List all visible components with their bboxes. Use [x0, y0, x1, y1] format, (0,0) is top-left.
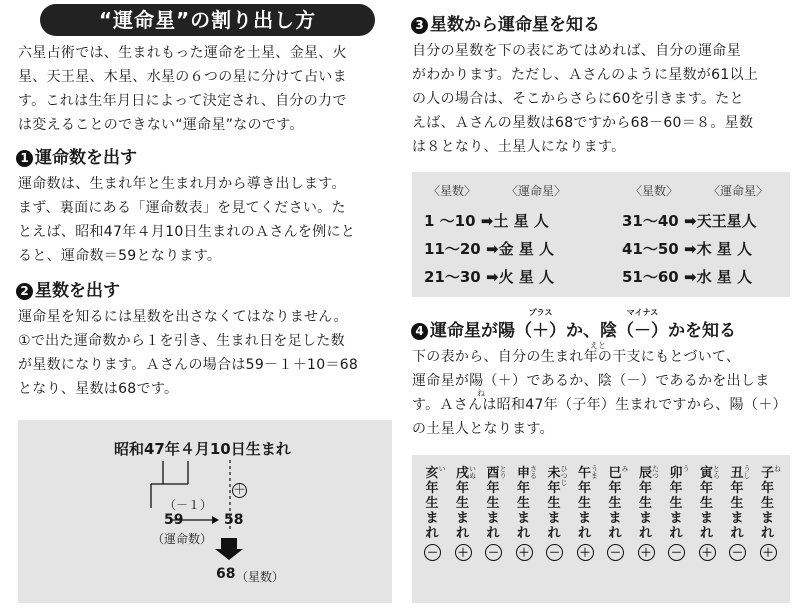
zodiac-kanji: 子 [760, 466, 774, 481]
zodiac-suffix-char: 年 [669, 481, 683, 496]
polarity-sign: － [424, 544, 441, 561]
zodiac-suffix-char: れ [486, 526, 500, 541]
ruby-plus: プラス [528, 308, 553, 317]
polarity-sign: ＋ [638, 544, 655, 561]
section-2-line: 運命星を知るには星数を出さなくてはなりません。 [18, 309, 348, 325]
range-cell: 41～50 [622, 240, 679, 258]
polarity-sign: － [607, 544, 624, 561]
zodiac-suffix-char: ま [760, 511, 774, 526]
star-cell: 火 星 人 [498, 268, 555, 286]
zodiac-suffix-char: ま [425, 511, 439, 526]
zodiac-suffix-char: 生 [730, 496, 744, 511]
zodiac-suffix-char: ま [638, 511, 652, 526]
zodiac-suffix-char: 年 [730, 481, 744, 496]
zodiac-column [699, 465, 721, 561]
zodiac-suffix-char: 年 [638, 481, 652, 496]
ruby-eto: えと [590, 341, 606, 350]
zodiac-suffix-char: ま [669, 511, 683, 526]
zodiac-kanji: 申 [516, 466, 530, 481]
table-row [424, 266, 554, 287]
zodiac-suffix-char: れ [730, 526, 744, 541]
section-2-line: ①で出た運命数から１を引き、生まれ日を足した数 [18, 333, 345, 349]
zodiac-furigana: ね [773, 465, 782, 472]
zodiac-kanji: 戌 [455, 466, 469, 481]
zodiac-column [668, 465, 690, 561]
section-4-line: す。Ａさんは昭和47年（子年）生まれですから、陽（＋） [412, 397, 787, 413]
zodiac-kanji: 卯 [669, 466, 683, 481]
heading-text: か、陰 [566, 321, 617, 341]
zodiac-suffix-char: れ [760, 526, 774, 541]
polarity-sign: ＋ [760, 544, 777, 561]
zodiac-suffix-char: 生 [486, 496, 500, 511]
diagram-intermediate-value: 58 [224, 512, 244, 528]
zodiac-furigana: うし [743, 465, 751, 479]
diagram-seisu-value: 68 [216, 566, 236, 582]
zodiac-suffix-char: 生 [608, 496, 622, 511]
polarity-sign: ＋ [577, 544, 594, 561]
zodiac-suffix-char: ま [577, 511, 591, 526]
star-table [412, 172, 790, 297]
zodiac-suffix-char: れ [425, 526, 439, 541]
section-3-line: 自分の星数を下の表にあてはめれば、自分の運命星 [412, 43, 741, 59]
section-3-line: は８となり、土星人になります。 [412, 139, 626, 155]
zodiac-furigana: い [438, 465, 446, 472]
zodiac-column [485, 465, 507, 561]
zodiac-column [638, 465, 660, 561]
page-title: “運命星”の割り出し方 [40, 4, 375, 36]
polarity-sign: － [729, 544, 746, 561]
heading-plus: プラス （＋） [515, 308, 566, 341]
range-cell: 51～60 [622, 268, 679, 286]
heading-text: 星数から運命星を知る [430, 15, 600, 35]
zodiac-suffix-char: れ [638, 526, 652, 541]
heading-text: 星数を出す [35, 281, 120, 301]
section-1-line: とえば、昭和47年４月10日生まれのＡさんを例にと [18, 224, 356, 240]
zodiac-suffix-char: 生 [577, 496, 591, 511]
intro-line: は変えることのできない“運命星”なのです。 [18, 117, 304, 133]
zodiac-suffix-char: ま [547, 511, 561, 526]
polarity-sign: ＋ [455, 544, 472, 561]
star-cell: 水 星 人 [696, 268, 753, 286]
intro-line: 六星占術では、生まれもった運命を土星、金星、火 [18, 45, 347, 61]
number-badge: 3 [411, 17, 428, 34]
range-cell: 21～30 [424, 268, 481, 286]
zodiac-suffix-char: 生 [638, 496, 652, 511]
star-cell: 金 星 人 [498, 240, 555, 258]
zodiac-furigana: うま [590, 465, 599, 479]
section-1-heading [16, 143, 137, 168]
diagram-birthdate: 昭和47年４月10日生まれ [114, 440, 291, 458]
zodiac-suffix-char: れ [669, 526, 683, 541]
zodiac-suffix-char: 生 [516, 496, 530, 511]
star-cell: 木 星 人 [696, 240, 753, 258]
zodiac-suffix-char: ま [608, 511, 622, 526]
zodiac-suffix-char: 生 [455, 496, 469, 511]
table-row [424, 238, 554, 259]
zodiac-suffix-char: ま [730, 511, 744, 526]
zodiac-suffix-char: ま [516, 511, 530, 526]
zodiac-column [455, 465, 477, 561]
zodiac-furigana: たつ [651, 465, 660, 479]
table-header-range: 〈星数〉 [428, 184, 477, 198]
diagram-seisu-label: （星数） [236, 570, 285, 584]
section-4-line: の土星人となります。 [412, 421, 554, 437]
table-row [622, 266, 752, 287]
section-2-heading [16, 276, 120, 301]
polarity-sign: ＋ [699, 544, 716, 561]
section-3-line: がわかります。ただし、Ａさんのように星数が61以上 [412, 67, 759, 83]
zodiac-suffix-char: れ [608, 526, 622, 541]
zodiac-furigana: さる [529, 465, 538, 479]
polarity-sign: － [485, 544, 502, 561]
arrow-icon: ➡ [683, 212, 697, 230]
zodiac-suffix-char: 年 [577, 481, 591, 496]
section-1-line: 運命数は、生まれ年と生まれ月から導き出します。 [18, 176, 346, 192]
zodiac-kanji: 辰 [638, 466, 652, 481]
table-header-star: 〈運命星〉 [708, 184, 769, 198]
zodiac-suffix-char: 生 [760, 496, 774, 511]
section-2-line: となり、星数は68です。 [18, 381, 179, 397]
zodiac-suffix-char: れ [516, 526, 530, 541]
diagram-unmeisu-value: 59 [164, 512, 184, 528]
section-2-line: が星数になります。Ａさんの場合は59－１＋10＝68 [18, 357, 359, 373]
zodiac-furigana: う [682, 465, 690, 472]
zodiac-column [607, 465, 629, 561]
arrow-icon: ➡ [485, 268, 499, 286]
zodiac-suffix-char: 生 [547, 496, 561, 511]
number-badge: 2 [16, 283, 33, 300]
zodiac-suffix-char: 年 [455, 481, 469, 496]
arrow-icon: ➡ [683, 268, 697, 286]
zodiac-suffix-char: ま [699, 511, 713, 526]
zodiac-column [577, 465, 599, 561]
section-4-line: 下の表から、自分の生まれ年の干支にもとづいて、 [412, 349, 741, 365]
zodiac-suffix-char: 生 [425, 496, 439, 511]
ruby-ne: ね [477, 389, 485, 398]
zodiac-furigana: とり [499, 465, 507, 479]
number-badge: 4 [411, 323, 428, 340]
zodiac-kanji: 亥 [425, 466, 439, 481]
table-row [622, 210, 757, 231]
zodiac-furigana: ひつじ [560, 465, 568, 486]
heading-text: かを知る [668, 321, 736, 341]
zodiac-column [729, 465, 751, 561]
calculation-diagram [18, 420, 392, 603]
heading-text: 運命数を出す [35, 148, 137, 168]
zodiac-furigana: み [621, 465, 629, 472]
table-header-star: 〈運命星〉 [506, 184, 567, 198]
number-badge: 1 [16, 150, 33, 167]
section-1-line: まず、裏面にある「運命数表」を見てください。た [18, 200, 346, 216]
zodiac-kanji: 寅 [699, 466, 713, 481]
zodiac-suffix-char: れ [577, 526, 591, 541]
zodiac-column [760, 465, 782, 561]
zodiac-suffix-char: 生 [699, 496, 713, 511]
zodiac-furigana: いぬ [468, 465, 477, 479]
zodiac-column [546, 465, 568, 561]
arrow-icon: ➡ [480, 212, 494, 230]
zodiac-suffix-char: れ [547, 526, 561, 541]
heading-minus: マイナス （－） [617, 308, 668, 341]
star-cell: 土 星 人 [493, 212, 549, 230]
zodiac-suffix-char: れ [455, 526, 469, 541]
section-4-heading [411, 308, 736, 341]
zodiac-kanji: 巳 [608, 466, 622, 481]
zodiac-suffix-char: 年 [547, 481, 561, 496]
section-4-line: 運命星が陽（＋）であるか、陰（－）であるかを出しま [412, 373, 770, 389]
polarity-sign: － [668, 544, 685, 561]
zodiac-kanji: 酉 [486, 466, 500, 481]
intro-line: 星、天王星、木星、水星の６つの星に分けて占いま [18, 69, 347, 85]
zodiac-kanji: 午 [577, 466, 591, 481]
zodiac-suffix-char: 年 [760, 481, 774, 496]
diagram-plus-circle: ＋ [233, 483, 247, 498]
zodiac-kanji: 丑 [730, 466, 744, 481]
table-row [622, 238, 752, 259]
zodiac-suffix-char: 年 [425, 481, 439, 496]
zodiac-furigana: とら [712, 465, 721, 479]
range-cell: 1 ～10 [424, 212, 476, 230]
zodiac-suffix-char: 年 [699, 481, 713, 496]
zodiac-suffix-char: ま [486, 511, 500, 526]
heading-text: 運命星が陽 [430, 321, 515, 341]
zodiac-column [516, 465, 538, 561]
intro-line: す。これは生年月日によって決定され、自分の力で [18, 93, 347, 109]
section-1-line: ると、運命数＝59となります。 [18, 248, 222, 264]
star-cell: 天王星人 [696, 212, 757, 230]
table-header-range: 〈星数〉 [630, 184, 679, 198]
range-cell: 11～20 [424, 240, 481, 258]
section-3-line: えば、Ａさんの星数は68ですから68－60＝８。星数 [412, 115, 754, 131]
diagram-minus-one: （－１） [164, 498, 213, 512]
diagram-unmeisu-label: （運命数） [152, 532, 213, 546]
zodiac-suffix-char: 生 [669, 496, 683, 511]
zodiac-suffix-char: 年 [608, 481, 622, 496]
table-row [424, 210, 549, 231]
polarity-sign: － [546, 544, 563, 561]
section-3-line: の人の場合は、そこからさらに60を引きます。たと [412, 91, 744, 107]
zodiac-kanji: 未 [547, 466, 561, 481]
zodiac-suffix-char: 年 [486, 481, 500, 496]
zodiac-suffix-char: れ [699, 526, 713, 541]
arrow-icon: ➡ [485, 240, 499, 258]
zodiac-suffix-char: ま [455, 511, 469, 526]
ruby-minus: マイナス [626, 308, 659, 317]
section-3-heading [411, 10, 600, 35]
polarity-sign: ＋ [516, 544, 533, 561]
zodiac-column [424, 465, 446, 561]
range-cell: 31～40 [622, 212, 679, 230]
arrow-icon: ➡ [683, 240, 697, 258]
zodiac-suffix-char: 年 [516, 481, 530, 496]
